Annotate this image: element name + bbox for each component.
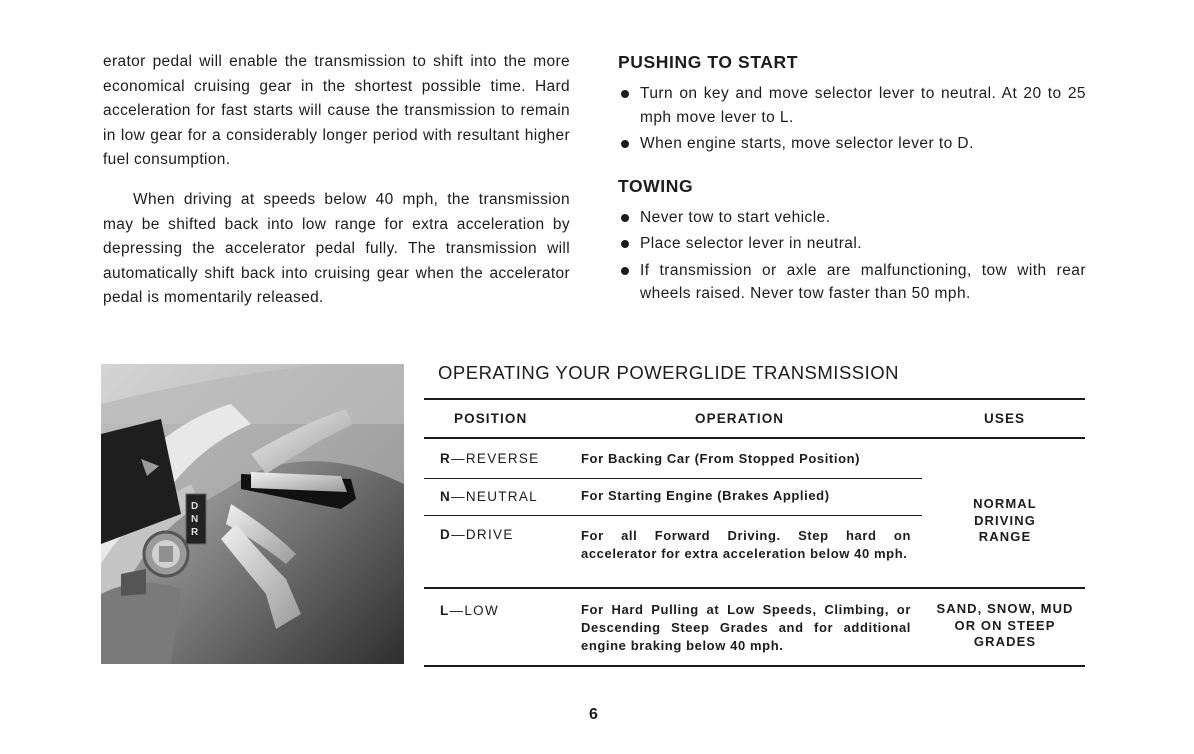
operation-low: For Hard Pulling at Low Speeds, Climbing, or Descending Steep Grades and for additional engine braking below 40 mph.: [581, 602, 911, 653]
header-operation: OPERATION: [695, 411, 785, 426]
position-neutral: N—NEUTRAL: [440, 489, 538, 504]
list-item: Never tow to start vehicle.: [618, 206, 1086, 230]
operation-neutral: For Starting Engine (Brakes Applied): [581, 488, 830, 503]
list-item: If transmission or axle are malfunctioning, tow with rear wheels raised. Never tow faster than 50 mph.: [618, 259, 1086, 306]
page-number: 6: [589, 706, 598, 723]
row-divider: [424, 515, 922, 516]
left-column: [103, 50, 570, 311]
position-drive: D—DRIVE: [440, 527, 514, 542]
uses-normal-range: NORMAL DRIVING RANGE: [973, 496, 1037, 544]
list-item: Place selector lever in neutral.: [618, 232, 1086, 256]
paragraph-acceleration: erator pedal will enable the transmission to shift into the more economical cruising gear in the shortest possible time. Hard acceleration for fast starts will cause the transmission to remain in low gear for a considerably longer period with resultant higher fuel consumption.: [103, 53, 570, 169]
position-reverse: R—REVERSE: [440, 451, 540, 466]
header-uses: USES: [984, 411, 1026, 426]
paragraph-low-range: When driving at speeds below 40 mph, the transmission may be shifted back into low range for extra acceleration by depressing the accelerator pedal fully. The transmission will automatically shift back into cruising gear when the accelerator pedal is momentarily released.: [103, 190, 570, 307]
operation-table: [424, 398, 1085, 667]
towing-list: [618, 206, 1086, 306]
right-column: [618, 50, 1086, 309]
indicator-n: N: [191, 514, 199, 525]
indicator-d: D: [191, 501, 199, 512]
table-body: [424, 439, 1085, 665]
uses-low-range: SAND, SNOW, MUD OR ON STEEP GRADES: [936, 601, 1074, 649]
indicator-r: R: [191, 527, 199, 538]
pushing-to-start-list: [618, 82, 1086, 156]
selector-lever-photo: [101, 364, 404, 664]
pushing-to-start-heading: PUSHING TO START: [618, 52, 799, 72]
operation-drive: For all Forward Driving. Step hard on accelerator for extra acceleration below 40 mph.: [581, 528, 911, 561]
row-divider: [424, 478, 922, 479]
row-divider: [424, 587, 1085, 589]
table-title: OPERATING YOUR POWERGLIDE TRANSMISSION: [438, 362, 900, 383]
table-bottom-rule: [424, 665, 1085, 667]
list-item: Turn on key and move selector lever to neutral. At 20 to 25 mph move lever to L.: [618, 82, 1086, 129]
position-low: L—LOW: [440, 603, 499, 618]
table-header: [424, 400, 1085, 437]
operation-reverse: For Backing Car (From Stopped Position): [581, 451, 861, 466]
list-item: When engine starts, move selector lever to D.: [618, 132, 1086, 156]
header-position: POSITION: [454, 411, 528, 426]
towing-heading: TOWING: [618, 175, 694, 196]
